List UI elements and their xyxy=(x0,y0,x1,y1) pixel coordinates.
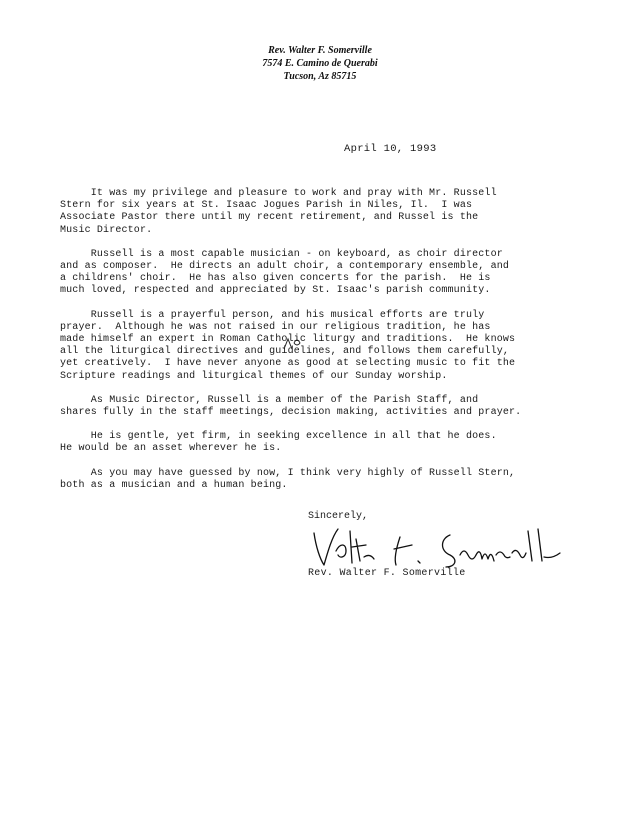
paragraph-4 xyxy=(60,395,560,419)
handwritten-insertion-mark xyxy=(278,335,308,355)
letterhead xyxy=(200,44,440,83)
line: Associate Pastor there until my recent retirement, and Russel is the xyxy=(60,212,479,224)
line: As you may have guessed by now, I think very highly of Russell Stern, xyxy=(60,467,516,479)
line: As Music Director, Russell is a member of the Parish Staff, and xyxy=(60,394,479,406)
letterhead-street: 7574 E. Camino de Querabi xyxy=(262,58,378,69)
line: He would be an asset wherever he is. xyxy=(60,443,282,455)
paragraph-5 xyxy=(60,431,560,455)
line: Russell is a prayerful person, and his musical efforts are truly xyxy=(60,309,485,321)
line: both as a musician and a human being. xyxy=(60,479,288,491)
line: all the liturgical directives and guidelines, and follows them carefully, xyxy=(60,346,510,358)
line: Scripture readings and liturgical themes of our Sunday worship. xyxy=(60,370,448,382)
line: He is gentle, yet firm, in seeking excellence in all that he does. xyxy=(60,431,497,443)
letter-date: April 10, 1993 xyxy=(344,143,437,155)
line: much loved, respected and appreciated by St. Isaac's parish community. xyxy=(60,285,491,297)
paragraph-2 xyxy=(60,249,560,298)
letter-body xyxy=(60,188,560,504)
line: prayer. Although he was not raised in our religious tradition, he has xyxy=(60,321,491,333)
line: yet creatively. I have never anyone as good at selecting music to fit the xyxy=(60,358,516,370)
letterhead-city: Tucson, Az 85715 xyxy=(283,71,357,82)
paragraph-6 xyxy=(60,468,560,492)
line: It was my privilege and pleasure to work and pray with Mr. Russell xyxy=(60,188,497,199)
paragraph-3 xyxy=(60,310,560,383)
line: Stern for six years at St. Isaac Jogues Parish in Niles, Il. I was xyxy=(60,200,473,212)
line: shares fully in the staff meetings, decision making, activities and prayer. xyxy=(60,407,522,419)
line: a childrens' choir. He has also given concerts for the parish. He is xyxy=(60,273,491,285)
line: made himself an expert in Roman Catholic liturgy and traditions. He knows xyxy=(60,334,516,346)
signer-name: Rev. Walter F. Somerville xyxy=(308,568,466,579)
letterhead-name: Rev. Walter F. Somerville xyxy=(268,45,372,56)
line: Russell is a most capable musician - on keyboard, as choir director xyxy=(60,248,503,260)
line: and as composer. He directs an adult choir, a contemporary ensemble, and xyxy=(60,261,510,273)
line: Music Director. xyxy=(60,224,153,236)
handwritten-signature xyxy=(300,521,570,571)
closing-salutation: Sincerely, xyxy=(308,511,369,522)
paragraph-1 xyxy=(60,188,560,237)
